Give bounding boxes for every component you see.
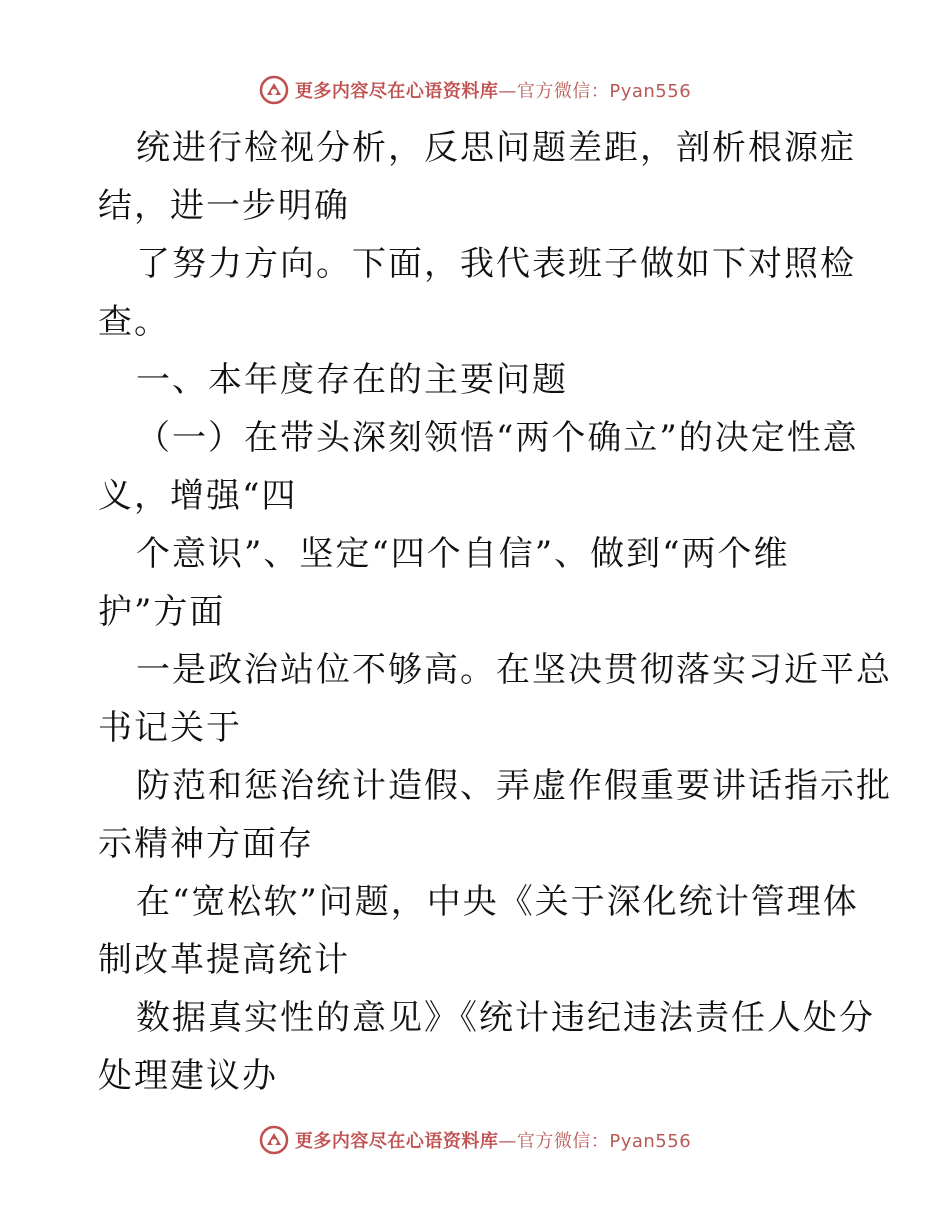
body-line: 示精神方面存 bbox=[98, 824, 314, 864]
book-logo-icon bbox=[259, 1125, 289, 1155]
watermark-text bbox=[295, 77, 691, 103]
body-line: 结，进一步明确 bbox=[98, 186, 350, 226]
section-heading: 一、本年度存在的主要问题 bbox=[136, 360, 568, 400]
body-line: 处理建议办 bbox=[98, 1056, 278, 1096]
watermark-separator: — bbox=[498, 81, 517, 102]
body-line: 义，增强“四 bbox=[98, 476, 298, 516]
body-line: 制改革提高统计 bbox=[98, 940, 350, 980]
body-line: 一是政治站位不够高。在坚决贯彻落实习近平总 bbox=[136, 650, 892, 690]
footer-watermark bbox=[0, 1122, 950, 1158]
watermark-text bbox=[295, 1127, 691, 1153]
book-logo-icon bbox=[259, 75, 289, 105]
subsection-heading: （一）在带头深刻领悟“两个确立”的决定性意 bbox=[136, 418, 859, 458]
body-line: 个意识”、坚定“四个自信”、做到“两个维 bbox=[136, 534, 790, 574]
watermark-sub-text: 官方微信：Pyan556 bbox=[516, 81, 692, 102]
watermark-sub-text: 官方微信：Pyan556 bbox=[516, 1131, 692, 1152]
body-line: 统进行检视分析，反思问题差距，剖析根源症 bbox=[136, 128, 856, 168]
header-watermark bbox=[0, 72, 950, 108]
watermark-separator: — bbox=[498, 1131, 517, 1152]
watermark-main-text: 更多内容尽在心语资料库 bbox=[294, 1131, 499, 1152]
body-line: 在“宽松软”问题，中央《关于深化统计管理体 bbox=[136, 882, 859, 922]
body-line: 查。 bbox=[98, 302, 170, 342]
body-line: 了努力方向。下面，我代表班子做如下对照检 bbox=[136, 244, 856, 284]
body-line: 防范和惩治统计造假、弄虚作假重要讲话指示批 bbox=[136, 766, 892, 806]
body-line: 数据真实性的意见》《统计违纪违法责任人处分 bbox=[136, 998, 875, 1038]
body-line: 护”方面 bbox=[98, 592, 226, 632]
body-line: 书记关于 bbox=[98, 708, 242, 748]
watermark-main-text: 更多内容尽在心语资料库 bbox=[294, 81, 499, 102]
